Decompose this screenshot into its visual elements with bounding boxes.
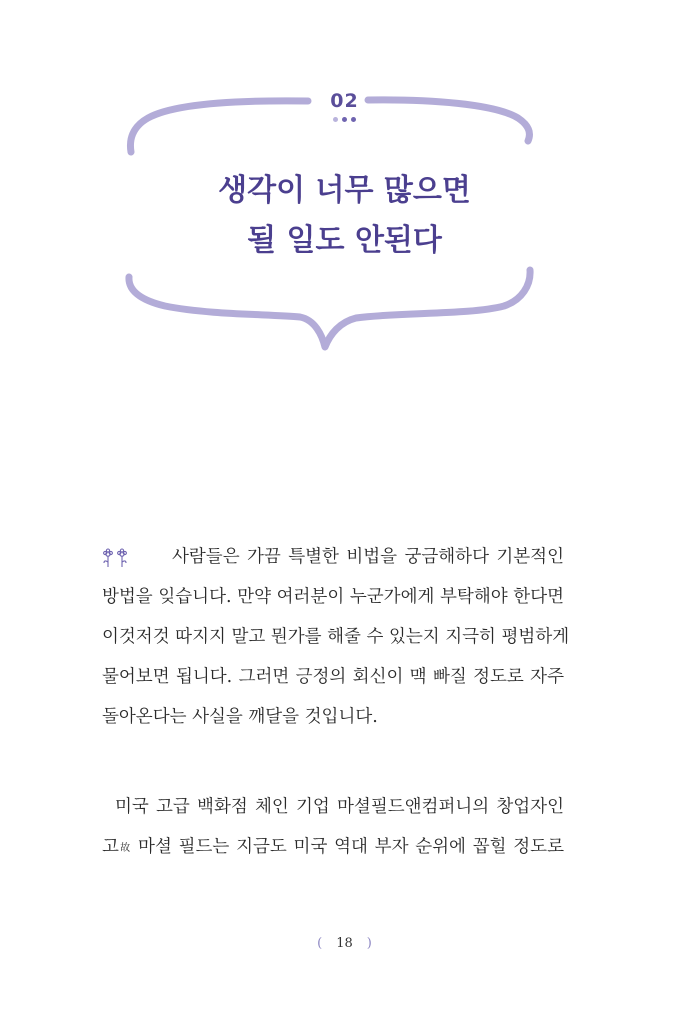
text-line: 물어보면 됩니다. 그러면 긍정의 회신이 맥 빠질 정도로 자주 (102, 667, 564, 687)
text-line: 방법을 잊습니다. 만약 여러분이 누군가에게 부탁해야 한다면 (102, 587, 564, 607)
dot-icon (351, 117, 356, 122)
chapter-dots (0, 117, 689, 122)
page-number-value: 18 (336, 936, 353, 951)
chapter-title-line-1: 생각이 너무 많으면 (218, 173, 471, 208)
text-fragment: 고 (102, 837, 119, 857)
paren-right: ) (366, 936, 372, 951)
text-line: 미국 고급 백화점 체인 기업 마셜필드앤컴퍼니의 창업자인 (115, 797, 564, 817)
text-fragment: 마셜 필드는 지금도 미국 역대 부자 순위에 꼽힐 정도로 (131, 837, 564, 857)
chapter-title-line-2: 될 일도 안된다 (247, 223, 442, 258)
page-number (0, 936, 689, 951)
text-line (102, 827, 564, 870)
text-line: 사람들은 가끔 특별한 비법을 궁금해하다 기본적인 (172, 547, 564, 567)
body-paragraph-2 (102, 787, 564, 870)
dot-icon (333, 117, 338, 122)
text-line-last: 돌아온다는 사실을 깨달을 것입니다. (102, 707, 378, 727)
frame-bottom-stroke (129, 270, 530, 347)
chapter-number: 02 (330, 90, 359, 112)
body-paragraph-1 (102, 537, 570, 737)
dot-icon (342, 117, 347, 122)
text-line: 이것저것 따지지 말고 뭔가를 해줄 수 있는지 지극히 평범하게 (102, 627, 570, 647)
paren-left: ( (317, 936, 323, 951)
hanja-annotation: 故 (118, 843, 132, 854)
